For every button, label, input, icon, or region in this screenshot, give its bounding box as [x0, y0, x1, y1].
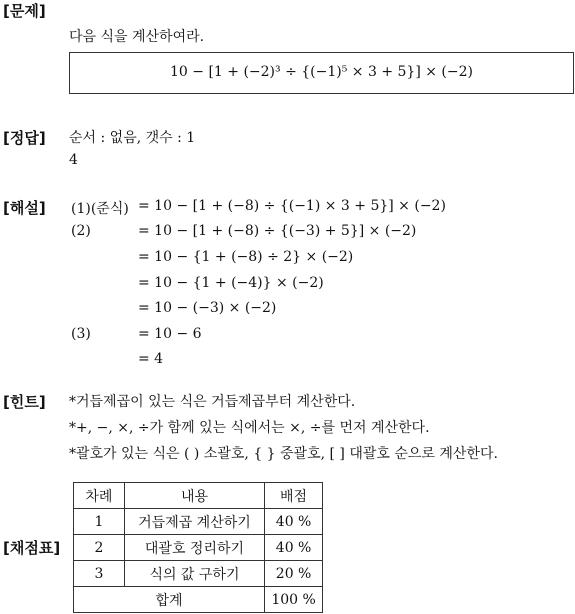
problem-expression: 10 − [1 + (−2)³ ÷ {(−1)⁵ × 3 + 5}] × (−2) [170, 64, 473, 80]
row-content: 대괄호 정리하기 [124, 535, 264, 561]
problem-instruction: 다음 식을 계산하여라. [69, 29, 205, 45]
solution-step-expr: = 4 [138, 351, 164, 367]
row-points: 40 % [265, 509, 323, 535]
row-points: 40 % [265, 535, 323, 561]
row-points: 20 % [265, 561, 323, 587]
hint-label: [힌트] [3, 393, 46, 411]
header-content: 내용 [124, 483, 264, 509]
row-order: 3 [74, 561, 125, 587]
answer-label: [정답] [3, 129, 46, 147]
scoring-table [73, 482, 323, 613]
table-total-row [74, 587, 323, 613]
expression-box [69, 52, 574, 94]
total-label: 합계 [74, 587, 265, 613]
table-row [74, 509, 323, 535]
solution-step-expr: = 10 − 6 [138, 326, 202, 342]
table-row [74, 535, 323, 561]
total-points: 100 % [265, 587, 323, 613]
row-content: 거듭제곱 계산하기 [124, 509, 264, 535]
row-order: 2 [74, 535, 125, 561]
row-order: 1 [74, 509, 125, 535]
solution-step-tag: (2) [71, 223, 91, 239]
hint-line: *+, −, ×, ÷가 함께 있는 식에서는 ×, ÷를 먼저 계산한다. [69, 420, 430, 436]
problem-label: [문제] [3, 2, 46, 20]
solution-step-expr: = 10 − [1 + (−8) ÷ {(−1) × 3 + 5}] × (−2) [138, 198, 446, 214]
hint-line: *거듭제곱이 있는 식은 거듭제곱부터 계산한다. [69, 394, 356, 410]
header-points: 배점 [265, 483, 323, 509]
solution-label: [해설] [3, 199, 46, 217]
hint-line: *괄호가 있는 식은 ( ) 소괄호, { } 중괄호, [ ] 대괄호 순으로 계산한다. [69, 446, 498, 462]
table-header-row [74, 483, 323, 509]
solution-step-expr: = 10 − (−3) × (−2) [138, 300, 277, 316]
table-row [74, 561, 323, 587]
solution-step-expr: = 10 − {1 + (−8) ÷ 2} × (−2) [138, 249, 354, 265]
solution-step-expr: = 10 − [1 + (−8) ÷ {(−3) + 5}] × (−2) [138, 223, 417, 239]
solution-step-expr: = 10 − {1 + (−4)} × (−2) [138, 275, 324, 291]
header-order: 차례 [74, 483, 125, 509]
scoring-label: [채점표] [3, 539, 61, 557]
answer-meta: 순서 : 없음, 갯수 : 1 [69, 130, 196, 146]
solution-step-tag: (3) [71, 326, 91, 342]
answer-value: 4 [69, 152, 78, 168]
row-content: 식의 값 구하기 [124, 561, 264, 587]
solution-step-tag: (1)(준식) [71, 201, 129, 217]
